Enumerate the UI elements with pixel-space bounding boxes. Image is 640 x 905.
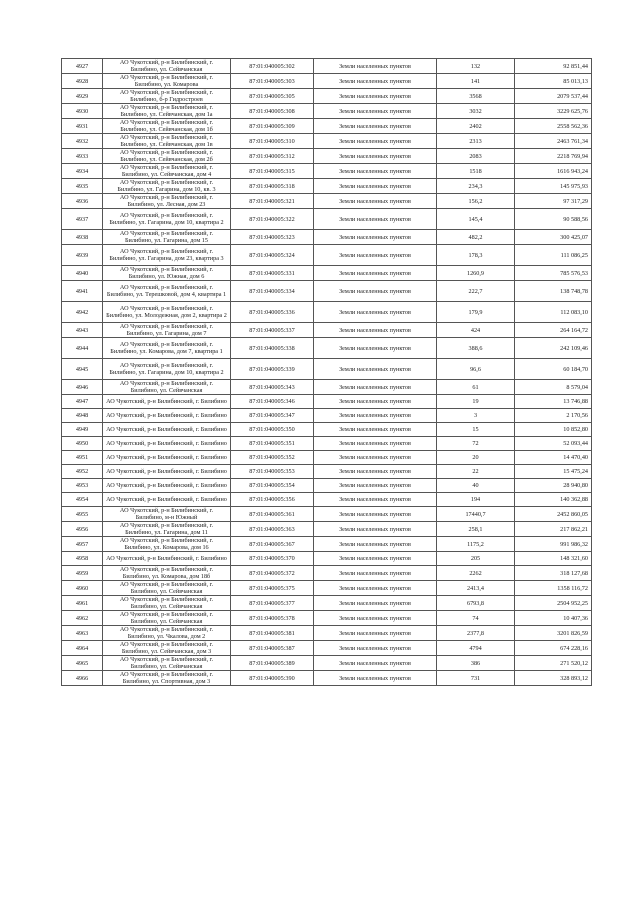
land-category-cell: Земли населенных пунктов bbox=[314, 552, 437, 566]
row-number: 4951 bbox=[62, 451, 103, 465]
land-category-cell: Земли населенных пунктов bbox=[314, 359, 437, 380]
area-cell: 194 bbox=[437, 493, 515, 507]
row-number: 4944 bbox=[62, 338, 103, 359]
table-row bbox=[62, 465, 592, 479]
address-cell: АО Чукотский, р-н Билибинский, г. Билибино, ул. Чкалова, дом 2 bbox=[103, 626, 231, 641]
area-cell: 386 bbox=[437, 656, 515, 671]
cadastral-value-cell: 1616 943,24 bbox=[515, 164, 592, 179]
land-category-cell: Земли населенных пунктов bbox=[314, 611, 437, 626]
cadastral-number-cell: 87:01:040005:331 bbox=[231, 266, 314, 281]
cadastral-number-cell: 87:01:040005:389 bbox=[231, 656, 314, 671]
area-cell: 258,1 bbox=[437, 522, 515, 537]
cadastral-value-cell: 2463 761,34 bbox=[515, 134, 592, 149]
address-cell: АО Чукотский, р-н Билибинский, г. Билибино, ул. Сейвчанская bbox=[103, 596, 231, 611]
area-cell: 1260,9 bbox=[437, 266, 515, 281]
cadastral-value-cell: 60 184,70 bbox=[515, 359, 592, 380]
table-row bbox=[62, 302, 592, 323]
cadastral-value-cell: 991 986,32 bbox=[515, 537, 592, 552]
cadastral-value-cell: 2452 860,05 bbox=[515, 507, 592, 522]
row-number: 4963 bbox=[62, 626, 103, 641]
address-cell: АО Чукотский, р-н Билибинский, г. Билибино, ул. Сейвчанская bbox=[103, 59, 231, 74]
table-row bbox=[62, 423, 592, 437]
cadastral-number-cell: 87:01:040005:312 bbox=[231, 149, 314, 164]
table-row bbox=[62, 566, 592, 581]
cadastral-number-cell: 87:01:040005:305 bbox=[231, 89, 314, 104]
row-number: 4935 bbox=[62, 179, 103, 194]
cadastral-number-cell: 87:01:040005:318 bbox=[231, 179, 314, 194]
cadastral-number-cell: 87:01:040005:367 bbox=[231, 537, 314, 552]
area-cell: 22 bbox=[437, 465, 515, 479]
area-cell: 19 bbox=[437, 395, 515, 409]
land-category-cell: Земли населенных пунктов bbox=[314, 230, 437, 245]
address-cell: АО Чукотский, р-н Билибинский, г. Билибино bbox=[103, 409, 231, 423]
cadastral-value-cell: 328 893,12 bbox=[515, 671, 592, 686]
address-cell: АО Чукотский, р-н Билибинский, г. Билибино, ул. Южная, дом 6 bbox=[103, 266, 231, 281]
address-cell: АО Чукотский, р-н Билибинский, г. Билибино, ул. Комарова, дом 7, квартира 1 bbox=[103, 338, 231, 359]
land-category-cell: Земли населенных пунктов bbox=[314, 281, 437, 302]
row-number: 4946 bbox=[62, 380, 103, 395]
land-category-cell: Земли населенных пунктов bbox=[314, 380, 437, 395]
area-cell: 234,3 bbox=[437, 179, 515, 194]
cadastral-value-cell: 10 407,36 bbox=[515, 611, 592, 626]
address-cell: АО Чукотский, р-н Билибинский, г. Билибино, ул. Сейвчанская, дом 4 bbox=[103, 164, 231, 179]
cadastral-value-cell: 2558 562,36 bbox=[515, 119, 592, 134]
area-cell: 141 bbox=[437, 74, 515, 89]
row-number: 4927 bbox=[62, 59, 103, 74]
table-row bbox=[62, 537, 592, 552]
address-cell: АО Чукотский, р-н Билибинский, г. Билибино bbox=[103, 423, 231, 437]
area-cell: 145,4 bbox=[437, 209, 515, 230]
table-row bbox=[62, 209, 592, 230]
land-category-cell: Земли населенных пунктов bbox=[314, 338, 437, 359]
area-cell: 2313 bbox=[437, 134, 515, 149]
cadastral-number-cell: 87:01:040005:322 bbox=[231, 209, 314, 230]
cadastral-value-cell: 2 170,56 bbox=[515, 409, 592, 423]
table-row bbox=[62, 281, 592, 302]
land-category-cell: Земли населенных пунктов bbox=[314, 179, 437, 194]
table-row bbox=[62, 437, 592, 451]
row-number: 4959 bbox=[62, 566, 103, 581]
area-cell: 17440,7 bbox=[437, 507, 515, 522]
address-cell: АО Чукотский, р-н Билибинский, г. Билибино, ул. Сейвчанская, дом 1а bbox=[103, 104, 231, 119]
address-cell: АО Чукотский, р-н Билибинский, г. Билибино, ул. Гагарина, дом 23, квартира 3 bbox=[103, 245, 231, 266]
address-cell: АО Чукотский, р-н Билибинский, г. Билибино, ул. Гагарина, дом 11 bbox=[103, 522, 231, 537]
land-category-cell: Земли населенных пунктов bbox=[314, 507, 437, 522]
area-cell: 15 bbox=[437, 423, 515, 437]
cadastral-number-cell: 87:01:040005:375 bbox=[231, 581, 314, 596]
row-number: 4932 bbox=[62, 134, 103, 149]
row-number: 4964 bbox=[62, 641, 103, 656]
row-number: 4938 bbox=[62, 230, 103, 245]
row-number: 4948 bbox=[62, 409, 103, 423]
table-row bbox=[62, 359, 592, 380]
table-row bbox=[62, 581, 592, 596]
table-row bbox=[62, 74, 592, 89]
address-cell: АО Чукотский, р-н Билибинский, г. Билибино, ул. Сейвчанская, дом 1в bbox=[103, 134, 231, 149]
address-cell: АО Чукотский, р-н Билибинский, г. Билибино, ул. Гагарина, дом 10, кв. 3 bbox=[103, 179, 231, 194]
address-cell: АО Чукотский, р-н Билибинский, г. Билибино bbox=[103, 451, 231, 465]
land-category-cell: Земли населенных пунктов bbox=[314, 266, 437, 281]
address-cell: АО Чукотский, р-н Билибинский, г. Билибино, ул. Комарова bbox=[103, 74, 231, 89]
cadastral-number-cell: 87:01:040005:309 bbox=[231, 119, 314, 134]
row-number: 4942 bbox=[62, 302, 103, 323]
cadastral-number-cell: 87:01:040005:308 bbox=[231, 104, 314, 119]
cadastral-number-cell: 87:01:040005:324 bbox=[231, 245, 314, 266]
address-cell: АО Чукотский, р-н Билибинский, г. Билибино, б-р Гидростроев bbox=[103, 89, 231, 104]
table-row bbox=[62, 409, 592, 423]
land-category-cell: Земли населенных пунктов bbox=[314, 409, 437, 423]
cadastral-value-cell: 92 851,44 bbox=[515, 59, 592, 74]
cadastral-value-cell: 111 086,25 bbox=[515, 245, 592, 266]
cadastral-number-cell: 87:01:040005:302 bbox=[231, 59, 314, 74]
area-cell: 178,3 bbox=[437, 245, 515, 266]
table-row bbox=[62, 119, 592, 134]
cadastral-value-cell: 242 109,46 bbox=[515, 338, 592, 359]
cadastral-number-cell: 87:01:040005:347 bbox=[231, 409, 314, 423]
table-row bbox=[62, 149, 592, 164]
cadastral-value-cell: 10 852,80 bbox=[515, 423, 592, 437]
cadastral-value-cell: 217 862,21 bbox=[515, 522, 592, 537]
cadastral-value-cell: 15 475,24 bbox=[515, 465, 592, 479]
row-number: 4950 bbox=[62, 437, 103, 451]
land-category-cell: Земли населенных пунктов bbox=[314, 194, 437, 209]
table-row bbox=[62, 134, 592, 149]
row-number: 4940 bbox=[62, 266, 103, 281]
row-number: 4947 bbox=[62, 395, 103, 409]
row-number: 4933 bbox=[62, 149, 103, 164]
row-number: 4962 bbox=[62, 611, 103, 626]
area-cell: 3 bbox=[437, 409, 515, 423]
table-row bbox=[62, 380, 592, 395]
table-row bbox=[62, 230, 592, 245]
address-cell: АО Чукотский, р-н Билибинский, г. Билибино, ул. Сейвчанская bbox=[103, 380, 231, 395]
land-category-cell: Земли населенных пунктов bbox=[314, 245, 437, 266]
address-cell: АО Чукотский, р-н Билибинский, г. Билибино bbox=[103, 552, 231, 566]
area-cell: 179,9 bbox=[437, 302, 515, 323]
row-number: 4954 bbox=[62, 493, 103, 507]
address-cell: АО Чукотский, р-н Билибинский, г. Билибино, ул. Терешковой, дом 4, квартира 1 bbox=[103, 281, 231, 302]
cadastral-value-cell: 3201 826,59 bbox=[515, 626, 592, 641]
table-row bbox=[62, 266, 592, 281]
table-row bbox=[62, 507, 592, 522]
address-cell: АО Чукотский, р-н Билибинский, г. Билибино, м-н Южный bbox=[103, 507, 231, 522]
area-cell: 1518 bbox=[437, 164, 515, 179]
land-category-cell: Земли населенных пунктов bbox=[314, 423, 437, 437]
land-category-cell: Земли населенных пунктов bbox=[314, 596, 437, 611]
cadastral-number-cell: 87:01:040005:343 bbox=[231, 380, 314, 395]
land-category-cell: Земли населенных пунктов bbox=[314, 641, 437, 656]
row-number: 4960 bbox=[62, 581, 103, 596]
land-category-cell: Земли населенных пунктов bbox=[314, 437, 437, 451]
land-category-cell: Земли населенных пунктов bbox=[314, 104, 437, 119]
land-category-cell: Земли населенных пунктов bbox=[314, 89, 437, 104]
table-body bbox=[62, 59, 592, 686]
cadastral-value-cell: 145 975,93 bbox=[515, 179, 592, 194]
cadastral-number-cell: 87:01:040005:350 bbox=[231, 423, 314, 437]
area-cell: 2413,4 bbox=[437, 581, 515, 596]
address-cell: АО Чукотский, р-н Билибинский, г. Билибино, ул. Гагарина, дом 15 bbox=[103, 230, 231, 245]
cadastral-number-cell: 87:01:040005:354 bbox=[231, 479, 314, 493]
address-cell: АО Чукотский, р-н Билибинский, г. Билибино bbox=[103, 437, 231, 451]
table-row bbox=[62, 245, 592, 266]
area-cell: 2083 bbox=[437, 149, 515, 164]
cadastral-number-cell: 87:01:040005:356 bbox=[231, 493, 314, 507]
address-cell: АО Чукотский, р-н Билибинский, г. Билибино, ул. Сейвчанская, дом 1б bbox=[103, 119, 231, 134]
address-cell: АО Чукотский, р-н Билибинский, г. Билибино, ул. Сейвчанская, дом 2б bbox=[103, 149, 231, 164]
cadastral-value-cell: 112 083,10 bbox=[515, 302, 592, 323]
address-cell: АО Чукотский, р-н Билибинский, г. Билибино, ул. Сейвчанская, дом 3 bbox=[103, 641, 231, 656]
area-cell: 72 bbox=[437, 437, 515, 451]
cadastral-number-cell: 87:01:040005:346 bbox=[231, 395, 314, 409]
row-number: 4965 bbox=[62, 656, 103, 671]
table-row bbox=[62, 522, 592, 537]
area-cell: 482,2 bbox=[437, 230, 515, 245]
area-cell: 132 bbox=[437, 59, 515, 74]
row-number: 4936 bbox=[62, 194, 103, 209]
cadastral-value-cell: 14 470,40 bbox=[515, 451, 592, 465]
row-number: 4961 bbox=[62, 596, 103, 611]
cadastral-number-cell: 87:01:040005:351 bbox=[231, 437, 314, 451]
cadastral-value-cell: 318 127,68 bbox=[515, 566, 592, 581]
table-row bbox=[62, 194, 592, 209]
row-number: 4955 bbox=[62, 507, 103, 522]
cadastral-value-cell: 271 520,12 bbox=[515, 656, 592, 671]
table-row bbox=[62, 104, 592, 119]
cadastral-number-cell: 87:01:040005:372 bbox=[231, 566, 314, 581]
row-number: 4958 bbox=[62, 552, 103, 566]
cadastral-number-cell: 87:01:040005:370 bbox=[231, 552, 314, 566]
cadastral-value-cell: 264 164,72 bbox=[515, 323, 592, 338]
land-category-cell: Земли населенных пунктов bbox=[314, 493, 437, 507]
address-cell: АО Чукотский, р-н Билибинский, г. Билибино bbox=[103, 465, 231, 479]
table-row bbox=[62, 323, 592, 338]
row-number: 4934 bbox=[62, 164, 103, 179]
cadastral-number-cell: 87:01:040005:339 bbox=[231, 359, 314, 380]
table-row bbox=[62, 164, 592, 179]
area-cell: 205 bbox=[437, 552, 515, 566]
cadastral-value-cell: 785 576,53 bbox=[515, 266, 592, 281]
area-cell: 4794 bbox=[437, 641, 515, 656]
land-category-cell: Земли населенных пунктов bbox=[314, 566, 437, 581]
address-cell: АО Чукотский, р-н Билибинский, г. Билибино bbox=[103, 395, 231, 409]
address-cell: АО Чукотский, р-н Билибинский, г. Билибино, ул. Гагарина, дом 10, квартира 2 bbox=[103, 359, 231, 380]
cadastral-value-cell: 85 013,13 bbox=[515, 74, 592, 89]
table-row bbox=[62, 59, 592, 74]
land-plots-table bbox=[61, 58, 592, 686]
land-category-cell: Земли населенных пунктов bbox=[314, 59, 437, 74]
address-cell: АО Чукотский, р-н Билибинский, г. Билибино, ул. Гагарина, дом 10, квартира 2 bbox=[103, 209, 231, 230]
address-cell: АО Чукотский, р-н Билибинский, г. Билибино, ул. Сейвчанская bbox=[103, 581, 231, 596]
land-category-cell: Земли населенных пунктов bbox=[314, 395, 437, 409]
address-cell: АО Чукотский, р-н Билибинский, г. Билибино, ул. Гагарина, дом 7 bbox=[103, 323, 231, 338]
row-number: 4930 bbox=[62, 104, 103, 119]
table-row bbox=[62, 89, 592, 104]
row-number: 4956 bbox=[62, 522, 103, 537]
land-category-cell: Земли населенных пунктов bbox=[314, 656, 437, 671]
table-row bbox=[62, 626, 592, 641]
cadastral-value-cell: 674 228,16 bbox=[515, 641, 592, 656]
land-category-cell: Земли населенных пунктов bbox=[314, 323, 437, 338]
cadastral-value-cell: 140 362,88 bbox=[515, 493, 592, 507]
land-category-cell: Земли населенных пунктов bbox=[314, 522, 437, 537]
cadastral-number-cell: 87:01:040005:323 bbox=[231, 230, 314, 245]
area-cell: 2377,8 bbox=[437, 626, 515, 641]
cadastral-number-cell: 87:01:040005:303 bbox=[231, 74, 314, 89]
address-cell: АО Чукотский, р-н Билибинский, г. Билибино bbox=[103, 479, 231, 493]
area-cell: 3568 bbox=[437, 89, 515, 104]
cadastral-value-cell: 3229 625,76 bbox=[515, 104, 592, 119]
cadastral-value-cell: 2079 537,44 bbox=[515, 89, 592, 104]
row-number: 4957 bbox=[62, 537, 103, 552]
land-category-cell: Земли населенных пунктов bbox=[314, 74, 437, 89]
row-number: 4966 bbox=[62, 671, 103, 686]
row-number: 4931 bbox=[62, 119, 103, 134]
address-cell: АО Чукотский, р-н Билибинский, г. Билибино bbox=[103, 493, 231, 507]
land-category-cell: Земли населенных пунктов bbox=[314, 149, 437, 164]
cadastral-number-cell: 87:01:040005:377 bbox=[231, 596, 314, 611]
area-cell: 156,2 bbox=[437, 194, 515, 209]
cadastral-number-cell: 87:01:040005:315 bbox=[231, 164, 314, 179]
cadastral-number-cell: 87:01:040005:338 bbox=[231, 338, 314, 359]
cadastral-number-cell: 87:01:040005:334 bbox=[231, 281, 314, 302]
table-row bbox=[62, 493, 592, 507]
land-category-cell: Земли населенных пунктов bbox=[314, 465, 437, 479]
land-category-cell: Земли населенных пунктов bbox=[314, 537, 437, 552]
cadastral-number-cell: 87:01:040005:387 bbox=[231, 641, 314, 656]
cadastral-number-cell: 87:01:040005:353 bbox=[231, 465, 314, 479]
table-row bbox=[62, 656, 592, 671]
row-number: 4949 bbox=[62, 423, 103, 437]
cadastral-number-cell: 87:01:040005:361 bbox=[231, 507, 314, 522]
cadastral-value-cell: 300 425,07 bbox=[515, 230, 592, 245]
area-cell: 388,6 bbox=[437, 338, 515, 359]
land-category-cell: Земли населенных пунктов bbox=[314, 479, 437, 493]
row-number: 4941 bbox=[62, 281, 103, 302]
cadastral-number-cell: 87:01:040005:310 bbox=[231, 134, 314, 149]
cadastral-value-cell: 52 093,44 bbox=[515, 437, 592, 451]
land-category-cell: Земли населенных пунктов bbox=[314, 451, 437, 465]
cadastral-value-cell: 90 588,56 bbox=[515, 209, 592, 230]
area-cell: 424 bbox=[437, 323, 515, 338]
address-cell: АО Чукотский, р-н Билибинский, г. Билибино, ул. Сейвчанская bbox=[103, 656, 231, 671]
area-cell: 2262 bbox=[437, 566, 515, 581]
cadastral-value-cell: 28 940,80 bbox=[515, 479, 592, 493]
cadastral-number-cell: 87:01:040005:378 bbox=[231, 611, 314, 626]
land-category-cell: Земли населенных пунктов bbox=[314, 134, 437, 149]
cadastral-value-cell: 8 579,04 bbox=[515, 380, 592, 395]
land-category-cell: Земли населенных пунктов bbox=[314, 209, 437, 230]
row-number: 4952 bbox=[62, 465, 103, 479]
cadastral-value-cell: 13 746,88 bbox=[515, 395, 592, 409]
table-row bbox=[62, 338, 592, 359]
land-category-cell: Земли населенных пунктов bbox=[314, 626, 437, 641]
address-cell: АО Чукотский, р-н Билибинский, г. Билибино, ул. Комарова, дом 18б bbox=[103, 566, 231, 581]
table-row bbox=[62, 179, 592, 194]
row-number: 4928 bbox=[62, 74, 103, 89]
row-number: 4939 bbox=[62, 245, 103, 266]
land-category-cell: Земли населенных пунктов bbox=[314, 164, 437, 179]
cadastral-value-cell: 97 317,29 bbox=[515, 194, 592, 209]
land-category-cell: Земли населенных пунктов bbox=[314, 671, 437, 686]
area-cell: 1175,2 bbox=[437, 537, 515, 552]
area-cell: 3032 bbox=[437, 104, 515, 119]
row-number: 4943 bbox=[62, 323, 103, 338]
land-category-cell: Земли населенных пунктов bbox=[314, 581, 437, 596]
area-cell: 40 bbox=[437, 479, 515, 493]
table-row bbox=[62, 596, 592, 611]
area-cell: 74 bbox=[437, 611, 515, 626]
area-cell: 61 bbox=[437, 380, 515, 395]
table-row bbox=[62, 641, 592, 656]
cadastral-number-cell: 87:01:040005:337 bbox=[231, 323, 314, 338]
cadastral-number-cell: 87:01:040005:321 bbox=[231, 194, 314, 209]
address-cell: АО Чукотский, р-н Билибинский, г. Билибино, ул. Молодежная, дом 2, квартира 2 bbox=[103, 302, 231, 323]
area-cell: 20 bbox=[437, 451, 515, 465]
cadastral-number-cell: 87:01:040005:381 bbox=[231, 626, 314, 641]
table-row bbox=[62, 395, 592, 409]
cadastral-number-cell: 87:01:040005:363 bbox=[231, 522, 314, 537]
table-row bbox=[62, 611, 592, 626]
table-row bbox=[62, 451, 592, 465]
row-number: 4953 bbox=[62, 479, 103, 493]
cadastral-number-cell: 87:01:040005:390 bbox=[231, 671, 314, 686]
area-cell: 731 bbox=[437, 671, 515, 686]
address-cell: АО Чукотский, р-н Билибинский, г. Билибино, ул. Лесная, дом 23 bbox=[103, 194, 231, 209]
table-row bbox=[62, 671, 592, 686]
cadastral-number-cell: 87:01:040005:352 bbox=[231, 451, 314, 465]
land-category-cell: Земли населенных пунктов bbox=[314, 302, 437, 323]
row-number: 4937 bbox=[62, 209, 103, 230]
area-cell: 6793,8 bbox=[437, 596, 515, 611]
address-cell: АО Чукотский, р-н Билибинский, г. Билибино, ул. Комарова, дом 16 bbox=[103, 537, 231, 552]
address-cell: АО Чукотский, р-н Билибинский, г. Билибино, ул. Сейвчанская bbox=[103, 611, 231, 626]
cadastral-value-cell: 2504 952,25 bbox=[515, 596, 592, 611]
table-row bbox=[62, 552, 592, 566]
area-cell: 2402 bbox=[437, 119, 515, 134]
table-row bbox=[62, 479, 592, 493]
row-number: 4945 bbox=[62, 359, 103, 380]
area-cell: 96,6 bbox=[437, 359, 515, 380]
row-number: 4929 bbox=[62, 89, 103, 104]
cadastral-value-cell: 2218 769,94 bbox=[515, 149, 592, 164]
land-category-cell: Земли населенных пунктов bbox=[314, 119, 437, 134]
cadastral-value-cell: 138 748,78 bbox=[515, 281, 592, 302]
cadastral-value-cell: 148 321,60 bbox=[515, 552, 592, 566]
address-cell: АО Чукотский, р-н Билибинский, г. Билибино, ул. Спортивная, дом 3 bbox=[103, 671, 231, 686]
area-cell: 222,7 bbox=[437, 281, 515, 302]
cadastral-number-cell: 87:01:040005:336 bbox=[231, 302, 314, 323]
cadastral-value-cell: 1358 116,72 bbox=[515, 581, 592, 596]
